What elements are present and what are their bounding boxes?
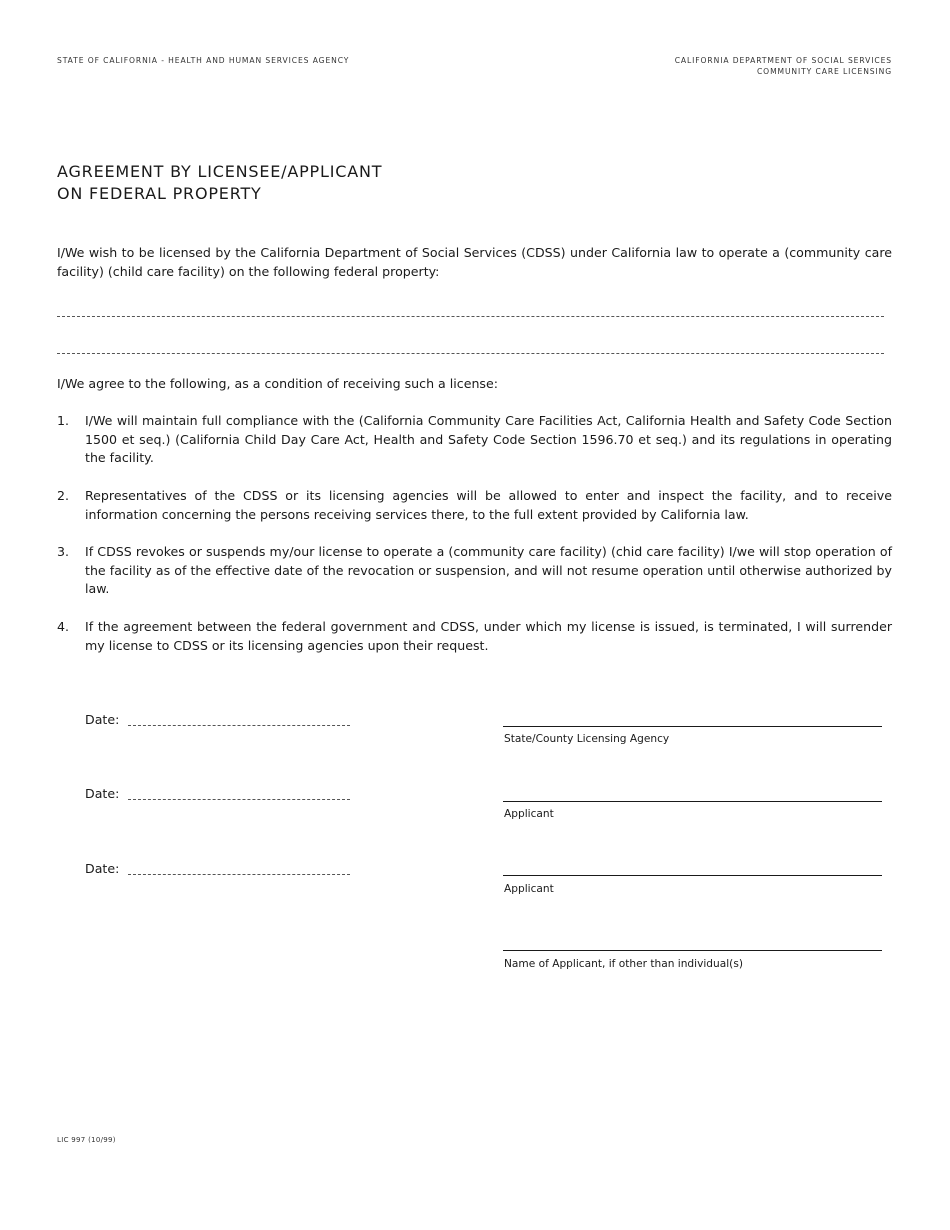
date-label: Date: [85, 712, 120, 727]
form-number: LIC 997 (10/99) [57, 1136, 116, 1144]
federal-property-field-line-2[interactable] [57, 353, 884, 354]
applicant-name-line[interactable] [503, 950, 882, 951]
item-text: I/We will maintain full compliance with the (California Community Care Facilities Act, California Health and Safety Code Section 1500 et seq.) (California Child Day Care Act, Health and Safety Code Section 1596.70 et seq.) and its regulations in operating the facility. [85, 413, 892, 466]
intro-paragraph: I/We wish to be licensed by the California Department of Social Services (CDSS) under California law to operate a (community care facility) (child care facility) on the following federal property: [57, 245, 892, 279]
applicant-caption-2: Applicant [504, 883, 554, 895]
federal-property-field-line-1[interactable] [57, 316, 884, 317]
date-field-2[interactable] [128, 799, 350, 800]
agreement-item-3 [57, 543, 892, 599]
item-number: 4. [57, 619, 70, 634]
division-name: COMMUNITY CARE LICENSING [756, 67, 892, 76]
date-label: Date: [85, 861, 120, 876]
date-row-2 [85, 785, 350, 803]
item-number: 1. [57, 413, 70, 428]
licensing-agency-caption: State/County Licensing Agency [504, 733, 670, 745]
item-number: 3. [57, 544, 70, 559]
applicant-signature-line-2[interactable] [503, 875, 882, 876]
form-title [57, 161, 382, 205]
applicant-signature-line-1[interactable] [503, 801, 882, 802]
agreement-item-4 [57, 618, 892, 656]
department-name: CALIFORNIA DEPARTMENT OF SOCIAL SERVICES [674, 56, 892, 65]
form-title-line-1: AGREEMENT BY LICENSEE/APPLICANT [57, 162, 383, 181]
agency-header-right [675, 55, 892, 77]
date-label: Date: [85, 786, 120, 801]
licensing-agency-signature-line[interactable] [503, 726, 882, 727]
applicant-caption-1: Applicant [504, 808, 554, 820]
item-text: Representatives of the CDSS or its licensing agencies will be allowed to enter and inspect the facility, and to receive information concerning the persons receiving services there, to the full extent provided by California law. [85, 488, 892, 522]
agency-header-left: STATE OF CALIFORNIA - HEALTH AND HUMAN SERVICES AGENCY [57, 56, 350, 65]
date-field-1[interactable] [128, 725, 350, 726]
item-text: If CDSS revokes or suspends my/our license to operate a (community care facility) (chid care facility) I/we will stop operation of the facility as of the effective date of the revocation or suspension, and will not resume operation until otherwise authorized by law. [85, 544, 892, 597]
agreement-item-1 [57, 412, 892, 468]
date-field-3[interactable] [128, 874, 350, 875]
agreement-intro: I/We agree to the following, as a condition of receiving such a license: [57, 376, 498, 391]
item-number: 2. [57, 488, 70, 503]
item-text: If the agreement between the federal government and CDSS, under which my license is issued, is terminated, I will surrender my license to CDSS or its licensing agencies upon their request. [85, 619, 892, 653]
date-row-3 [85, 860, 350, 878]
form-title-line-2: ON FEDERAL PROPERTY [57, 184, 262, 203]
date-row-1 [85, 711, 350, 729]
agreement-item-2 [57, 487, 892, 525]
applicant-name-caption: Name of Applicant, if other than individual(s) [504, 958, 743, 970]
